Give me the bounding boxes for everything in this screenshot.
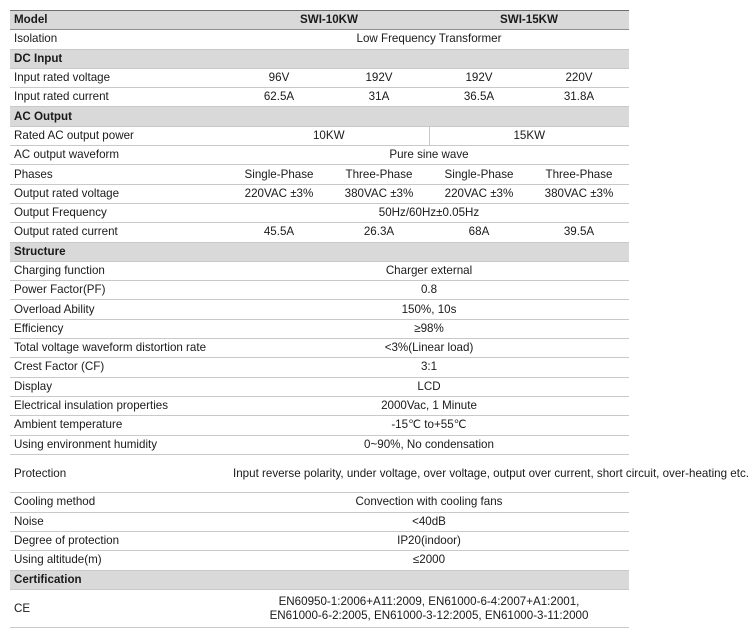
section-dc-input bbox=[10, 49, 629, 68]
row-label: Rated AC output power bbox=[10, 126, 229, 145]
section-structure bbox=[10, 242, 629, 261]
cell-value: 26.3A bbox=[329, 223, 429, 242]
ce-line: EN60950-1:2006+A11:2009, EN61000-6-4:2007+A1:2001, bbox=[278, 594, 580, 608]
cell-value: <3%(Linear load) bbox=[229, 339, 629, 358]
row-label: Protection bbox=[10, 454, 229, 493]
cell-value: ≥98% bbox=[229, 319, 629, 338]
cell-value: Single-Phase bbox=[429, 165, 529, 184]
cell-value: -15℃ to+55℃ bbox=[229, 416, 629, 435]
spec-sheet bbox=[10, 10, 749, 628]
output-current-row bbox=[10, 223, 629, 242]
section-certification bbox=[10, 570, 629, 589]
cell-value: 220VAC ±3% bbox=[229, 184, 329, 203]
cell-value: 15KW bbox=[429, 126, 629, 145]
cell-value: Single-Phase bbox=[229, 165, 329, 184]
cell-value: 2000Vac, 1 Minute bbox=[229, 396, 629, 415]
cell-value: 192V bbox=[429, 68, 529, 87]
cell-value: 50Hz/60Hz±0.05Hz bbox=[229, 203, 629, 222]
row-label: CE bbox=[10, 589, 229, 628]
row-label: AC output waveform bbox=[10, 146, 229, 165]
structure-row bbox=[10, 377, 629, 396]
cell-value: 220V bbox=[529, 68, 629, 87]
row-label: Phases bbox=[10, 165, 229, 184]
structure-row bbox=[10, 261, 629, 280]
cell-value: 150%, 10s bbox=[229, 300, 629, 319]
row-label: Efficiency bbox=[10, 319, 229, 338]
structure-row bbox=[10, 531, 629, 550]
output-power-row bbox=[10, 126, 629, 145]
cell-value: 39.5A bbox=[529, 223, 629, 242]
row-label: Power Factor(PF) bbox=[10, 281, 229, 300]
cell-value: 192V bbox=[329, 68, 429, 87]
section-ac-output bbox=[10, 107, 629, 126]
protection-value: Input reverse polarity, under voltage, over voltage, output over current, short circuit, over-heating etc. bbox=[229, 454, 629, 493]
cell-value: 3:1 bbox=[229, 358, 629, 377]
structure-row bbox=[10, 300, 629, 319]
input-voltage-row bbox=[10, 68, 629, 87]
cell-value: 62.5A bbox=[229, 88, 329, 107]
row-label: Using environment humidity bbox=[10, 435, 229, 454]
row-label: Crest Factor (CF) bbox=[10, 358, 229, 377]
cell-value: 380VAC ±3% bbox=[529, 184, 629, 203]
ce-row bbox=[10, 589, 629, 628]
isolation-label: Isolation bbox=[10, 30, 229, 49]
row-label: Charging function bbox=[10, 261, 229, 280]
row-label: Input rated voltage bbox=[10, 68, 229, 87]
row-label: Display bbox=[10, 377, 229, 396]
cell-value: 220VAC ±3% bbox=[429, 184, 529, 203]
row-label: Output rated voltage bbox=[10, 184, 229, 203]
isolation-row bbox=[10, 30, 629, 49]
cell-value: 10KW bbox=[229, 126, 429, 145]
section-title: Structure bbox=[10, 242, 629, 261]
section-title: DC Input bbox=[10, 49, 629, 68]
structure-row bbox=[10, 396, 629, 415]
cell-value: Convection with cooling fans bbox=[229, 493, 629, 512]
cell-value: 36.5A bbox=[429, 88, 529, 107]
row-label: Ambient temperature bbox=[10, 416, 229, 435]
header-row bbox=[10, 11, 629, 30]
protection-row bbox=[10, 454, 629, 493]
row-label: Noise bbox=[10, 512, 229, 531]
row-label: Overload Ability bbox=[10, 300, 229, 319]
structure-row bbox=[10, 551, 629, 570]
cell-value: Three-Phase bbox=[329, 165, 429, 184]
isolation-value: Low Frequency Transformer bbox=[229, 30, 629, 49]
row-label: Using altitude(m) bbox=[10, 551, 229, 570]
phases-row bbox=[10, 165, 629, 184]
model-label: Model bbox=[10, 11, 229, 30]
model-swi-10kw: SWI-10KW bbox=[229, 11, 429, 30]
ce-line: EN61000-6-2:2005, EN61000-3-12:2005, EN61000-3-11:2000 bbox=[269, 608, 589, 622]
structure-row bbox=[10, 281, 629, 300]
cell-value: Pure sine wave bbox=[229, 146, 629, 165]
row-label: Cooling method bbox=[10, 493, 229, 512]
row-label: Output rated current bbox=[10, 223, 229, 242]
section-title: AC Output bbox=[10, 107, 629, 126]
spec-table bbox=[10, 10, 749, 628]
structure-row bbox=[10, 358, 629, 377]
cell-value: 31.8A bbox=[529, 88, 629, 107]
cell-value: 31A bbox=[329, 88, 429, 107]
row-label: Input rated current bbox=[10, 88, 229, 107]
cell-value: Three-Phase bbox=[529, 165, 629, 184]
row-label: Electrical insulation properties bbox=[10, 396, 229, 415]
structure-row bbox=[10, 416, 629, 435]
model-swi-15kw: SWI-15KW bbox=[429, 11, 629, 30]
cell-value: 45.5A bbox=[229, 223, 329, 242]
cell-value: LCD bbox=[229, 377, 629, 396]
cell-value: IP20(indoor) bbox=[229, 531, 629, 550]
cell-value: 0~90%, No condensation bbox=[229, 435, 629, 454]
cell-value: Charger external bbox=[229, 261, 629, 280]
cell-value: 380VAC ±3% bbox=[329, 184, 429, 203]
row-label: Output Frequency bbox=[10, 203, 229, 222]
row-label: Total voltage waveform distortion rate bbox=[10, 339, 229, 358]
cell-value: 0.8 bbox=[229, 281, 629, 300]
output-frequency-row bbox=[10, 203, 629, 222]
output-waveform-row bbox=[10, 146, 629, 165]
cell-value: ≤2000 bbox=[229, 551, 629, 570]
cell-value: 96V bbox=[229, 68, 329, 87]
cell-value: <40dB bbox=[229, 512, 629, 531]
ce-value bbox=[229, 589, 629, 628]
cell-value: 68A bbox=[429, 223, 529, 242]
structure-row bbox=[10, 319, 629, 338]
structure-row bbox=[10, 493, 629, 512]
structure-row bbox=[10, 435, 629, 454]
structure-row bbox=[10, 339, 629, 358]
output-voltage-row bbox=[10, 184, 629, 203]
section-title: Certification bbox=[10, 570, 629, 589]
row-label: Degree of protection bbox=[10, 531, 229, 550]
input-current-row bbox=[10, 88, 629, 107]
structure-row bbox=[10, 512, 629, 531]
